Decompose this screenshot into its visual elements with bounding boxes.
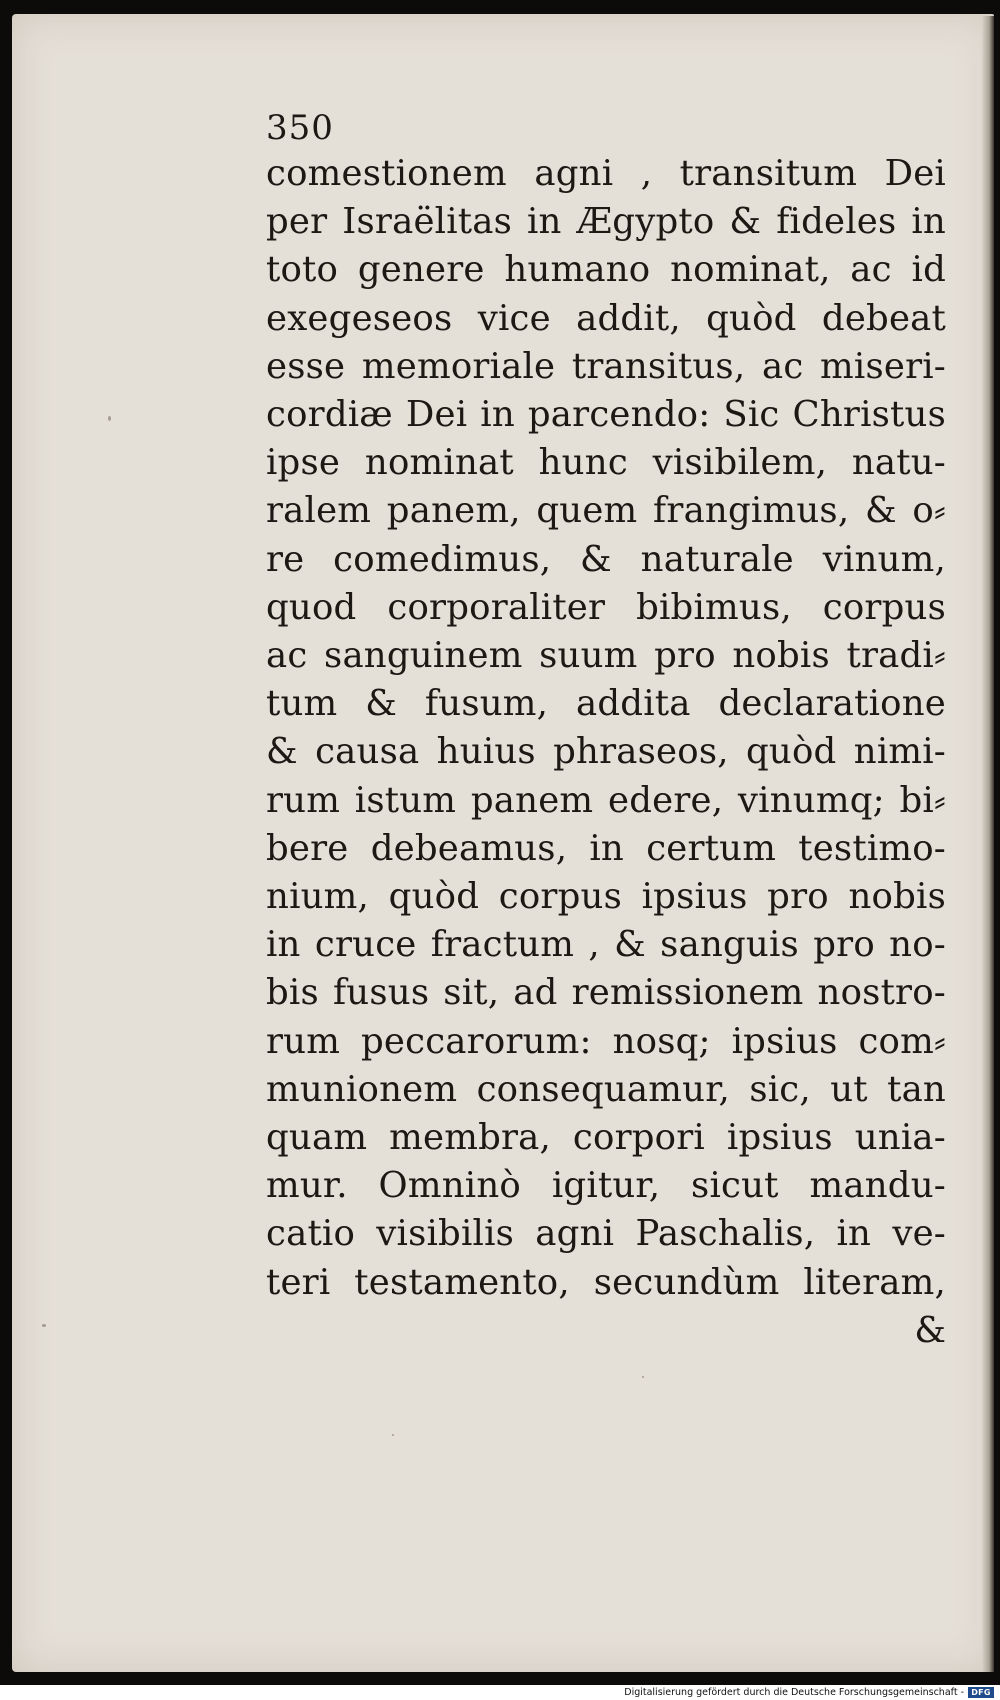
text-line: tum & fusum, addita declaratione bbox=[266, 683, 946, 725]
text-line: catio visibilis agni Paschalis, in ve- bbox=[266, 1213, 946, 1255]
text-line: exegeseos vice addit, quòd debeat bbox=[266, 297, 946, 339]
funding-credit: Digitalisierung gefördert durch die Deutsche Forschungsgemeinschaft - bbox=[624, 1687, 964, 1698]
paper-speck bbox=[108, 416, 111, 421]
paper-speck bbox=[392, 1434, 394, 1436]
text-line: ipse nominat hunc visibilem, natu- bbox=[266, 442, 946, 484]
digitization-footer bbox=[0, 1685, 1000, 1700]
text-line: nium, quòd corpus ipsius pro nobis bbox=[266, 876, 946, 918]
text-line: in cruce fractum , & sanguis pro no- bbox=[266, 924, 946, 966]
text-line: cordiæ Dei in parcendo: Sic Christus bbox=[266, 394, 946, 436]
text-line: quod corporaliter bibimus, corpus bbox=[266, 586, 946, 628]
page-text bbox=[266, 108, 946, 1355]
text-line: rum peccarorum: nosq; ipsius com⸗ bbox=[266, 1020, 946, 1062]
text-line: re comedimus, & naturale vinum, bbox=[266, 538, 946, 580]
page-number: 350 bbox=[266, 108, 334, 148]
text-line: comestionem agni , transitum Dei bbox=[266, 153, 946, 194]
text-line: ralem panem, quem frangimus, & o⸗ bbox=[266, 490, 946, 532]
text-line: ac sanguinem suum pro nobis tradi⸗ bbox=[266, 635, 946, 677]
dfg-logo: DFG bbox=[968, 1687, 994, 1698]
text-line: teri testamento, secundùm literam, bbox=[266, 1261, 946, 1303]
paper-speck bbox=[642, 1376, 644, 1378]
text-line: toto genere humano nominat, ac id bbox=[266, 249, 946, 291]
paper-speck bbox=[42, 1324, 46, 1327]
text-line: rum istum panem edere, vinumq; bi⸗ bbox=[266, 779, 946, 821]
text-line: quam membra, corpori ipsius unia- bbox=[266, 1117, 946, 1159]
text-line: esse memoriale transitus, ac miseri- bbox=[266, 345, 946, 387]
text-line: munionem consequamur, sic, ut tan bbox=[266, 1068, 946, 1110]
text-line: & causa huius phraseos, quòd nimi- bbox=[266, 731, 946, 773]
catchword: & bbox=[914, 1309, 946, 1351]
text-line: per Israëlitas in Ægypto & fideles in bbox=[266, 201, 946, 243]
text-line: bis fusus sit, ad remissionem nostro- bbox=[266, 972, 946, 1014]
text-line: bere debeamus, in certum testimo- bbox=[266, 827, 946, 869]
page-edge-shadow bbox=[982, 16, 994, 1672]
text-line: mur. Omninò igitur, sicut mandu- bbox=[266, 1165, 946, 1207]
